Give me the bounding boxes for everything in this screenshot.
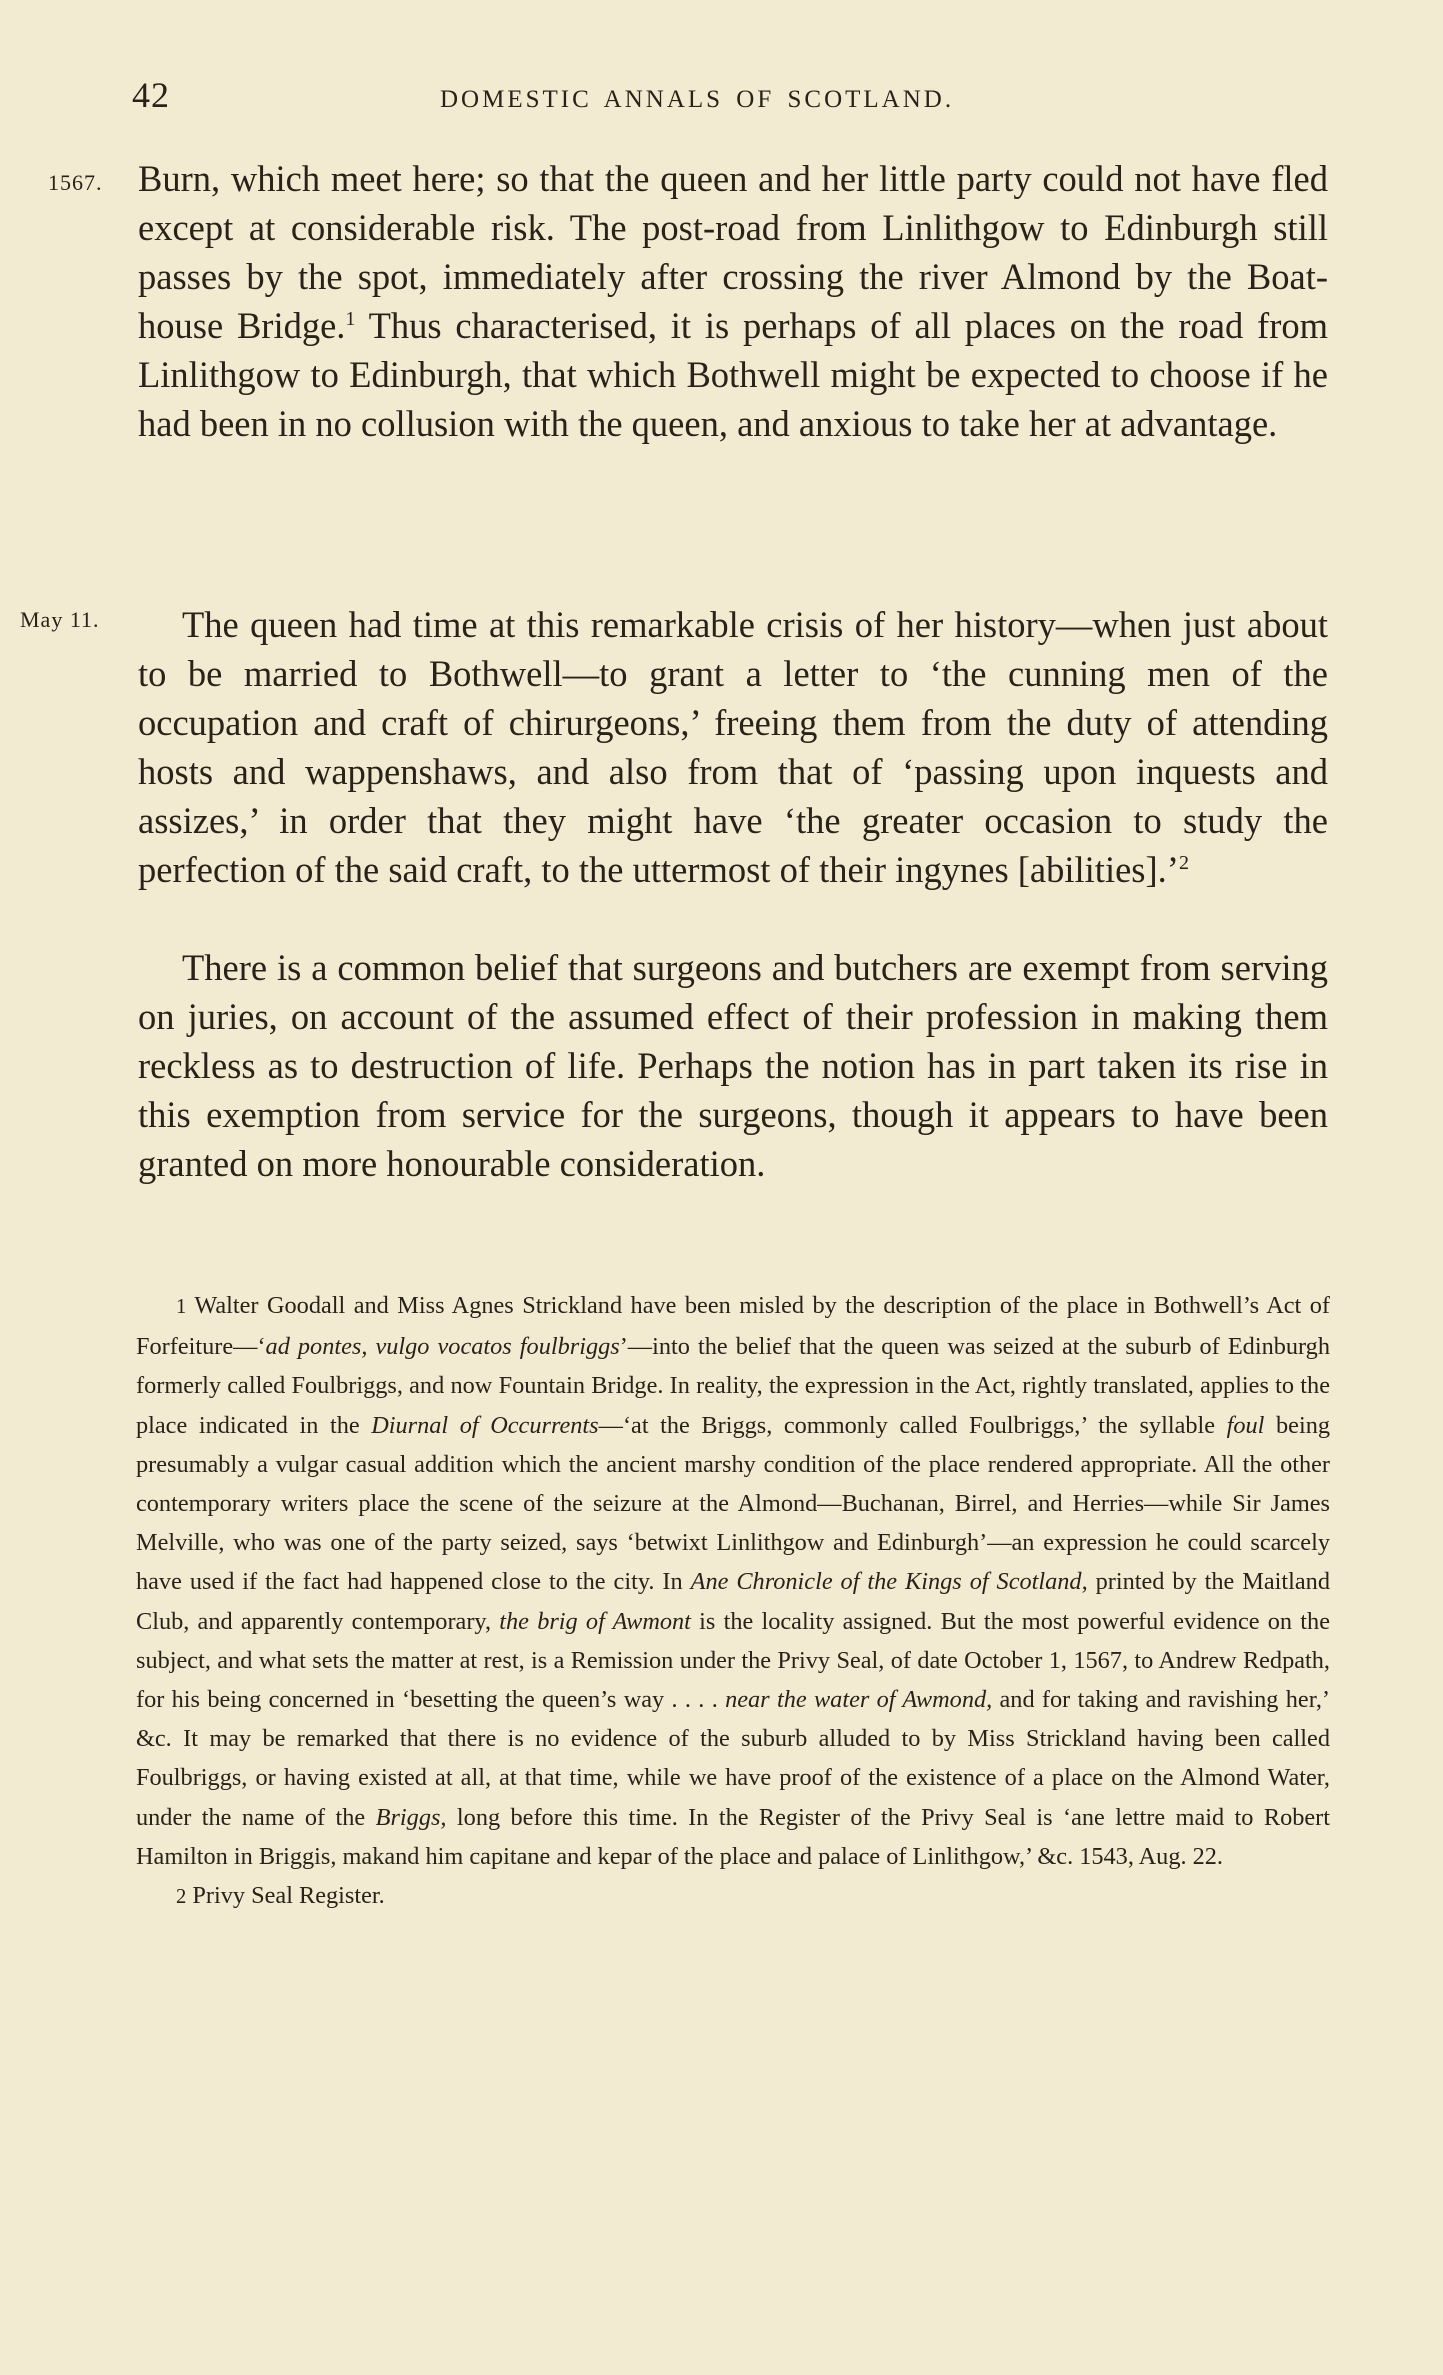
footnote-2 [136,1876,1330,1917]
footnote-1-italic: Ane Chronicle of the Kings of Scotland, [690,1568,1088,1596]
running-title: DOMESTIC ANNALS OF SCOTLAND. [440,86,955,113]
footnote-1-text: long before this time. In the Register of the Privy Seal is ‘ane lettre maid to Robert Hamilton in Briggis, makand him capitane and kepar of the place and palace of Linlithgow,’ &c. 1543, Aug. 22. [136,1803,1330,1870]
footnote-ref-1: 1 [345,307,356,330]
footnote-1-text: ’—into the belief that the queen was seized at the suburb of Edinburgh formerly called Foulbriggs, and now Fountain Bridge. In reality, the expression in the Act, rightly translated, applies to the place indicated in the [136,1333,1330,1439]
margin-date: May 11. [20,607,100,632]
paragraph-2-text: The queen had time at this remarkable crisis of her history—when just about to be married to Bothwell—to grant a letter to ‘the cunning men of the occupation and craft of chirurgeons,’ freeing them from the duty of attending hosts and wappenshaws, and also from that of ‘passing upon inquests and assizes,’ in order that they might have ‘the greater occasion to study the perfection of the said craft, to the uttermost of their ingynes [abilities].’ [138,604,1328,890]
footnote-1-italic: Diurnal of Occurrents [371,1411,599,1439]
footnote-ref-2: 2 [1178,851,1189,874]
paragraph-3: There is a common belief that surgeons and butchers are exempt from serving on juries, on account of the assumed effect of their profession in making them reckless as to destruction of life. Perhaps the notion has in part taken its rise in this exemption from service for the surgeons, though it appears to have been granted on more honourable consideration. [138,947,1328,1184]
footnote-1-text: and for taking and ravishing her,’ &c. It may be remarked that there is no evidence of the suburb alluded to by Miss Strickland having been called Foulbriggs, or having existed at all, at that time, while we have proof of the existence of a place on the Almond Water, under the name of the [136,1686,1330,1831]
footnote-1-text: —‘at the Briggs, commonly called Foulbriggs,’ the syllable [598,1411,1227,1439]
footnote-1-italic: Briggs, [375,1803,447,1831]
footnote-2-mark: 2 [176,1886,187,1909]
footnote-1-italic: the brig of Awmont [499,1607,691,1635]
footnote-1-italic: ad pontes, vulgo vocatos foulbriggs [265,1333,620,1361]
footnote-1-mark: 1 [176,1296,187,1318]
footnote-1-italic: foul [1226,1411,1265,1439]
footnote-1-text: is the locality assigned. But the most powerful evidence on the subject, and what sets the matter at rest, is a Remission under the Privy Seal, of date October 1, 1567, to Andrew Redpath, for his being concerned in ‘besetting the queen’s way . . . . [136,1607,1330,1714]
paragraph-1-tail: Thus characterised, it is perhaps of all places on the road from Linlithgow to Edinburgh, that which Bothwell might be expected to choose if he had been in no collusion with the queen, and anxious to take her at advantage. [138,305,1328,444]
footnote-1-text: Walter Goodall and Miss Agnes Strickland have been misled by the description of the place in Bothwell’s Act of Forfeiture—‘ [136,1292,1330,1361]
footnote-1-italic: near the water of Awmond, [725,1686,993,1714]
margin-year: 1567. [48,170,103,195]
page-number: 42 [132,75,170,115]
footnote-2-text: Privy Seal Register. [186,1882,385,1910]
paragraph-1 [138,154,1328,448]
paragraph-2 [138,600,1328,894]
paragraph-1-text: Burn, which meet here; so that the queen and her little party could not have fled except at considerable risk. The post-road from Linlithgow to Edinburgh still passes by the spot, immediately after crossing the river Almond by the Boat-house Bridge. [138,158,1328,346]
footnotes [136,1286,1330,1917]
footnote-1-text: being presumably a vulgar casual addition which the ancient marshy condition of the place rendered appropriate. All the other contemporary writers place the scene of the seizure at the Almond—Buchanan, Birrel, and Herries—while Sir James Melville, who was one of the party seized, says ‘betwixt Linlithgow and Edinburgh’—an expression he could scarcely have used if the fact had happened close to the city. In [136,1411,1330,1596]
footnote-1 [136,1286,1330,1876]
footnote-1-text: printed by the Maitland Club, and apparently contemporary, [136,1568,1330,1635]
